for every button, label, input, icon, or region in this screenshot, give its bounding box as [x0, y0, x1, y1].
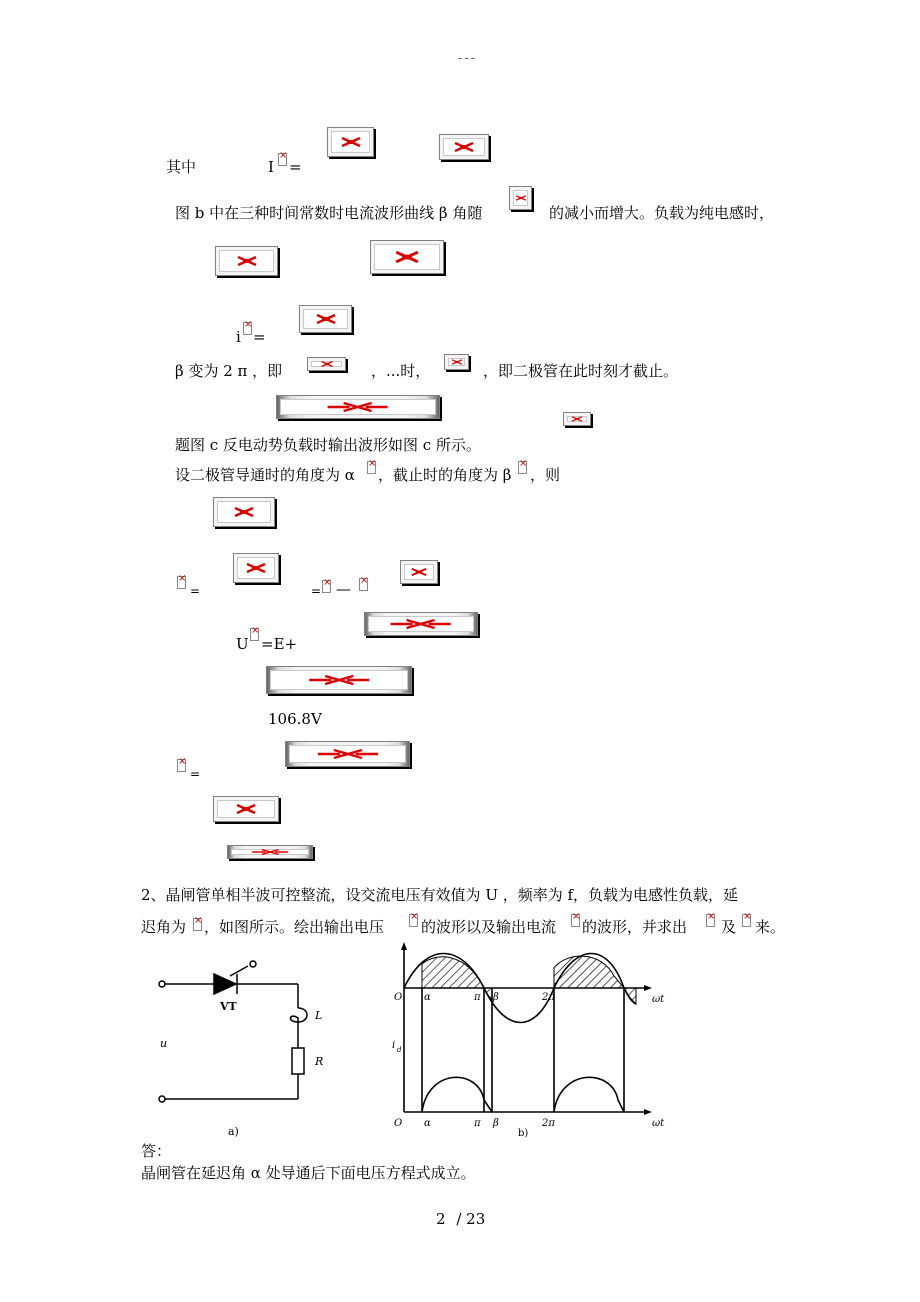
broken-image-icon	[518, 461, 527, 474]
formula-image-placeholder	[364, 612, 478, 636]
text-eq: =	[289, 158, 302, 176]
formula-image-placeholder	[370, 240, 444, 274]
formula-image-placeholder	[307, 357, 346, 371]
question-2-text: 的波形以及输出电流	[421, 918, 557, 936]
text-eq-E: =E+	[261, 635, 298, 653]
label-omega-t: ωt	[652, 994, 665, 1005]
label-pi: π	[474, 992, 481, 1003]
formula-image-placeholder	[327, 127, 374, 157]
formula-image-placeholder	[439, 134, 489, 160]
broken-image-icon	[278, 153, 287, 166]
formula-image-placeholder	[215, 246, 278, 276]
text-paragraph: 题图 c 反电动势负载时输出波形如图 c 所示。	[175, 436, 481, 454]
label-id: i	[392, 1040, 396, 1051]
u-label: u	[160, 1037, 168, 1050]
label-beta-bottom: β	[493, 1118, 499, 1129]
vt-label: VT	[220, 1000, 237, 1013]
formula-image-placeholder	[285, 741, 410, 767]
label-alpha-bottom: α	[424, 1118, 431, 1129]
broken-image-icon	[243, 322, 252, 335]
label-id-sub: d	[397, 1046, 402, 1054]
text-paragraph: ，则	[530, 466, 561, 484]
broken-image-icon	[706, 914, 715, 927]
label-origin: O	[394, 992, 403, 1003]
label-pi-bottom: π	[474, 1118, 481, 1129]
text-paragraph: ，...时，	[371, 362, 431, 380]
text-eq: =	[311, 584, 322, 598]
label-omega-t-bottom: ωt	[652, 1118, 665, 1129]
question-2-text: ，如图所示。绘出输出电压	[204, 918, 385, 936]
broken-image-icon	[193, 918, 202, 931]
l-label: L	[315, 1009, 323, 1022]
text-paragraph: β 变为 2 π ，即	[175, 362, 283, 380]
text-eq: =	[190, 584, 201, 598]
text-paragraph: 图 b 中在三种时间常数时电流波形曲线 β 角随	[175, 204, 483, 222]
formula-image-placeholder	[509, 186, 532, 210]
broken-image-icon	[742, 914, 751, 927]
caption-a: a)	[228, 1125, 239, 1138]
r-label: R	[315, 1055, 324, 1068]
question-2-text: 的波形，并求出	[582, 918, 688, 936]
formula-image-placeholder	[400, 560, 438, 584]
text-paragraph: ，截止时的角度为 β	[378, 466, 512, 484]
text-i: i	[236, 328, 241, 346]
waveform-diagram	[386, 940, 686, 1140]
broken-image-icon	[367, 461, 376, 474]
text-paragraph: 设二极管导通时的角度为 α	[175, 466, 355, 484]
formula-image-placeholder	[213, 796, 279, 822]
question-2-text: 迟角为	[141, 918, 187, 936]
formula-image-placeholder	[563, 412, 591, 426]
page-number	[436, 1210, 485, 1228]
answer-text: 晶闸管在延迟角 α 处导通后下面电压方程式成立。	[141, 1164, 476, 1182]
label-alpha: α	[424, 992, 431, 1003]
broken-image-icon	[359, 578, 368, 591]
text-I: I	[268, 158, 274, 176]
text-paragraph: ，即二极管在此时刻才截止。	[483, 362, 679, 380]
formula-image-placeholder	[233, 553, 279, 583]
text-value: 106.8V	[268, 710, 322, 728]
label-2pi-bottom: 2π	[542, 1118, 555, 1129]
broken-image-icon	[177, 576, 186, 589]
text-eq: =	[253, 328, 266, 346]
circuit-diagram	[150, 952, 340, 1142]
broken-image-icon	[409, 914, 418, 927]
broken-image-icon	[250, 628, 259, 641]
page-separator: /	[456, 1210, 462, 1228]
broken-image-icon	[571, 914, 580, 927]
caption-b: b)	[518, 1128, 529, 1139]
formula-image-placeholder	[444, 354, 469, 370]
text-paragraph: 的减小而增大。负载为纯电感时，	[549, 204, 775, 222]
question-2-text: 及	[721, 918, 737, 936]
total-pages: 23	[466, 1210, 486, 1228]
formula-image-placeholder	[299, 305, 352, 333]
question-2-text: 来。	[755, 918, 786, 936]
label-origin-bottom: O	[394, 1118, 403, 1129]
label-2pi: 2π	[542, 992, 555, 1003]
broken-image-icon	[177, 759, 186, 772]
answer-label: 答：	[141, 1142, 172, 1160]
formula-image-placeholder	[276, 395, 440, 419]
label-beta: β	[493, 992, 499, 1003]
question-2-text: 2、晶闸管单相半波可控整流，设交流电压有效值为 U ，频率为 f，负载为电感性负载，延	[141, 886, 739, 904]
formula-image-placeholder	[227, 845, 313, 859]
formula-image-placeholder	[213, 497, 275, 527]
broken-image-icon	[322, 580, 331, 593]
text-eq: =	[190, 767, 201, 781]
text-qizhong: 其中	[166, 158, 197, 176]
header-mark: ---	[458, 51, 478, 66]
formula-image-placeholder	[266, 666, 412, 694]
text-dash: —	[336, 580, 351, 598]
text-U: U	[236, 635, 249, 653]
current-page: 2	[436, 1210, 446, 1228]
